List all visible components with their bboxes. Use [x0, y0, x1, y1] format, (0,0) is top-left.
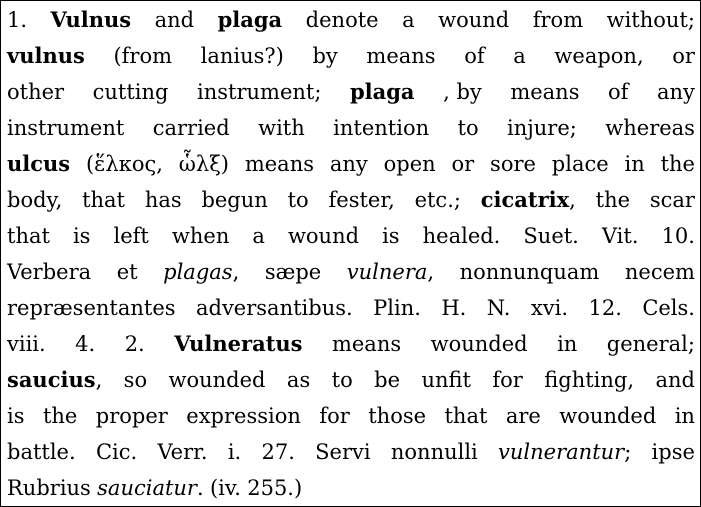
passage-word	[93, 74, 169, 110]
passage-word	[510, 74, 579, 110]
term-word: vulnus	[7, 43, 85, 68]
punctuation: ,	[427, 260, 435, 284]
passage-word	[145, 182, 182, 218]
passage-word	[7, 2, 27, 38]
passage-word	[7, 290, 176, 326]
term-word: saucius	[7, 367, 96, 392]
word: by	[456, 80, 482, 104]
word: in	[624, 152, 645, 176]
passage-line	[7, 182, 695, 218]
passage-word	[607, 2, 695, 38]
passage-word	[201, 38, 284, 74]
italic-word: plagas	[163, 260, 233, 284]
passage-word	[7, 38, 85, 74]
passage-word	[458, 110, 479, 146]
punctuation: ,	[443, 80, 457, 104]
word: the	[595, 188, 631, 212]
passage-word	[523, 218, 578, 254]
passage-word	[374, 362, 400, 398]
term-word: Vulneratus	[174, 331, 303, 356]
passage-word	[82, 182, 125, 218]
passage-word	[607, 326, 695, 362]
passage-word	[625, 254, 695, 290]
word: cutting	[92, 80, 169, 104]
passage-word	[675, 398, 695, 434]
passage-word	[306, 2, 379, 38]
passage-line	[7, 2, 695, 38]
word: to	[331, 368, 353, 392]
word: with	[258, 116, 305, 140]
word: 10.	[661, 224, 695, 248]
word: means	[366, 44, 436, 68]
word: sæpe	[264, 260, 322, 284]
word: denote	[305, 8, 379, 32]
passage-line	[7, 74, 695, 110]
passage-word	[114, 218, 149, 254]
passage-word	[197, 74, 321, 110]
word: of	[464, 44, 485, 68]
passage-word	[661, 146, 695, 182]
punctuation: ,	[569, 188, 576, 212]
passage-word	[315, 434, 370, 470]
passage-word	[672, 38, 695, 74]
word: (ἕλκος,	[85, 152, 163, 176]
punctuation: ;	[624, 440, 632, 464]
word: any	[657, 80, 695, 104]
word: so	[123, 368, 148, 392]
word: that	[444, 404, 488, 428]
passage-line	[7, 38, 695, 74]
word: a	[513, 44, 526, 68]
passage-word	[464, 38, 484, 74]
word: open	[383, 152, 436, 176]
word: unfit	[421, 368, 471, 392]
passage-word	[245, 146, 314, 182]
word: means	[331, 332, 402, 356]
passage-word	[43, 398, 77, 434]
passage-line	[7, 110, 695, 146]
passage-word	[588, 290, 621, 326]
passage-line	[7, 362, 695, 398]
passage-line	[7, 470, 695, 506]
passage-line	[7, 398, 695, 434]
word: is	[7, 404, 25, 428]
passage-word	[642, 290, 695, 326]
passage-word	[444, 398, 487, 434]
word: for	[319, 404, 350, 428]
word: 27.	[261, 440, 295, 464]
word: Cels.	[642, 296, 695, 320]
italic-word: sauciatur	[97, 476, 197, 500]
passage-word	[86, 146, 163, 182]
word: lanius?)	[200, 44, 284, 68]
passage-word	[460, 254, 600, 290]
word: N.	[486, 296, 511, 320]
word: place	[551, 152, 609, 176]
passage-word	[7, 254, 91, 290]
word: intention	[333, 116, 430, 140]
passage-word	[608, 74, 628, 110]
word: is	[72, 224, 91, 248]
passage-word	[73, 218, 91, 254]
word: (from	[113, 44, 172, 68]
passage-word	[155, 2, 195, 38]
word: that	[7, 224, 50, 248]
word: battle.	[7, 440, 76, 464]
word: is	[382, 224, 400, 248]
passage-word	[75, 326, 95, 362]
word: wounded	[559, 404, 657, 428]
word: 2.	[124, 332, 145, 356]
passage-word	[169, 362, 266, 398]
passage-word	[125, 326, 145, 362]
word: viii.	[7, 332, 46, 356]
passage-word	[97, 476, 204, 500]
passage-word	[552, 146, 609, 182]
passage-word	[210, 476, 241, 500]
passage-word	[124, 362, 147, 398]
word: wound	[287, 224, 360, 248]
word: proper	[95, 404, 168, 428]
passage-word	[492, 362, 522, 398]
passage-line	[7, 146, 695, 182]
passage-word	[172, 218, 229, 254]
passage-word	[625, 146, 645, 182]
word: be	[374, 368, 401, 392]
word: sore	[490, 152, 536, 176]
word: instrument	[7, 116, 125, 140]
passage-word	[179, 146, 229, 182]
passage-word	[7, 110, 124, 146]
passage-line	[7, 218, 695, 254]
word: expression	[186, 404, 301, 428]
word: whereas	[605, 116, 695, 140]
passage-word	[481, 182, 576, 218]
italic-word: vulnera	[346, 260, 428, 284]
word: nonnunquam	[459, 260, 600, 284]
passage-word	[332, 326, 401, 362]
word: any	[329, 152, 368, 176]
word: 255.)	[247, 476, 303, 500]
passage-word	[441, 290, 466, 326]
passage-word	[347, 254, 434, 290]
passage-word	[113, 38, 172, 74]
word: Cic.	[95, 440, 138, 464]
passage-word	[329, 182, 395, 218]
term-word: cicatrix	[480, 187, 570, 212]
passage-word	[265, 254, 321, 290]
word: carried	[152, 116, 230, 140]
passage-word	[602, 218, 639, 254]
word: Suet.	[523, 224, 579, 248]
passage-word	[605, 110, 695, 146]
word: from	[532, 8, 584, 32]
passage-line	[7, 290, 695, 326]
passage-word	[662, 218, 695, 254]
word: to	[457, 116, 479, 140]
passage-word	[252, 218, 265, 254]
passage-word	[415, 182, 461, 218]
italic-word: vulnerantur	[498, 440, 625, 464]
word: for	[492, 368, 523, 392]
word: when	[171, 224, 230, 248]
word: fighting,	[544, 368, 635, 392]
passage-word	[382, 218, 400, 254]
passage-word	[201, 182, 267, 218]
word: et	[116, 260, 138, 284]
word: instrument;	[197, 80, 322, 104]
word: nonnulli	[390, 440, 478, 464]
passage-word	[490, 146, 536, 182]
passage-word	[487, 290, 511, 326]
word: or	[451, 152, 475, 176]
word: xvi.	[530, 296, 569, 320]
word: healed.	[422, 224, 501, 248]
passage-word	[7, 398, 25, 434]
word: weapon,	[554, 44, 644, 68]
passage-word	[443, 74, 482, 110]
passage-word	[262, 434, 295, 470]
passage-word	[247, 476, 302, 500]
word: in	[674, 404, 695, 428]
word: (iv.	[209, 476, 241, 500]
passage-word	[554, 38, 643, 74]
word: of	[608, 80, 629, 104]
word: general;	[606, 332, 695, 356]
word: the	[660, 152, 695, 176]
word: in	[557, 332, 578, 356]
word: the	[42, 404, 78, 428]
word: by	[312, 44, 338, 68]
passage-word	[186, 398, 301, 434]
passage-word	[423, 218, 501, 254]
word: or	[672, 44, 695, 68]
passage-word	[51, 2, 132, 38]
passage-word	[373, 290, 421, 326]
passage-word	[384, 146, 436, 182]
passage-word	[452, 146, 475, 182]
passage-word	[7, 434, 76, 470]
passage-word	[652, 434, 695, 470]
passage-word	[368, 398, 426, 434]
word: Rubrius	[7, 476, 91, 500]
passage-line	[7, 434, 695, 470]
passage-word	[391, 434, 478, 470]
word: necem	[624, 260, 695, 284]
passage-word	[7, 74, 64, 110]
passage-word	[157, 434, 207, 470]
word: repræsentantes	[7, 296, 176, 320]
passage-word	[218, 2, 283, 38]
word: ὧλξ)	[178, 152, 229, 176]
word: 12.	[588, 296, 622, 320]
term-word: plaga	[217, 7, 283, 32]
word: left	[113, 224, 149, 248]
word: wounded	[168, 368, 266, 392]
word: as	[286, 368, 311, 392]
passage-text	[7, 2, 695, 506]
passage-line	[7, 326, 695, 362]
word: Servi	[315, 440, 371, 464]
passage-word	[288, 182, 309, 218]
passage-word	[655, 362, 695, 398]
word: scar	[649, 188, 695, 212]
passage-word	[544, 362, 634, 398]
punctuation: .	[196, 476, 204, 500]
word: Verr.	[157, 440, 208, 464]
passage-word	[196, 290, 353, 326]
passage-word	[7, 218, 50, 254]
passage-word	[7, 146, 70, 182]
word: body,	[7, 188, 63, 212]
passage-line	[7, 254, 695, 290]
passage-word	[333, 110, 429, 146]
passage-word	[431, 326, 528, 362]
word: Verbera	[7, 260, 92, 284]
term-word: ulcus	[7, 151, 71, 176]
word: and	[154, 8, 195, 32]
punctuation: ,	[232, 260, 240, 284]
word: a	[402, 8, 415, 32]
passage-word	[287, 362, 310, 398]
word: without;	[606, 8, 695, 32]
passage-word	[153, 110, 230, 146]
word: those	[368, 404, 427, 428]
passage-word	[7, 182, 62, 218]
passage-word	[7, 326, 46, 362]
word: has	[144, 188, 182, 212]
word: ipse	[651, 440, 695, 464]
passage-word	[7, 476, 91, 500]
word: H.	[441, 296, 467, 320]
word: to	[287, 188, 309, 212]
word: means	[510, 80, 580, 104]
word: begun	[201, 188, 268, 212]
passage-word	[498, 434, 631, 470]
passage-word	[258, 110, 305, 146]
word: Plin.	[373, 296, 421, 320]
passage-word	[163, 254, 239, 290]
passage-word	[513, 38, 526, 74]
term-word: plaga	[349, 79, 415, 104]
punctuation: ,	[95, 368, 103, 392]
word: 4.	[75, 332, 96, 356]
word: injure;	[507, 116, 577, 140]
word: 1.	[7, 8, 28, 32]
passage-word	[533, 2, 583, 38]
passage-word	[319, 398, 349, 434]
word: a	[252, 224, 265, 248]
word: etc.;	[414, 188, 461, 212]
word: means	[244, 152, 315, 176]
word: other	[7, 80, 65, 104]
passage-word	[657, 74, 695, 110]
passage-word	[96, 434, 137, 470]
word: Vit.	[601, 224, 639, 248]
passage-word	[531, 290, 568, 326]
passage-word	[96, 398, 168, 434]
passage-word	[402, 2, 415, 38]
passage-word	[288, 218, 359, 254]
word: wounded	[430, 332, 528, 356]
passage-word	[366, 38, 435, 74]
passage-word	[312, 38, 337, 74]
passage-word	[559, 398, 656, 434]
passage-word	[350, 74, 415, 110]
passage-word	[506, 398, 541, 434]
word: that	[82, 188, 126, 212]
passage-word	[174, 326, 302, 362]
passage-word	[507, 110, 577, 146]
word: and	[655, 368, 695, 392]
passage-word	[330, 146, 368, 182]
passage-word	[438, 2, 509, 38]
passage-word	[332, 362, 353, 398]
word: are	[505, 404, 541, 428]
passage-word	[228, 434, 241, 470]
passage-word	[557, 326, 577, 362]
term-word: Vulnus	[50, 7, 132, 32]
word: wound	[438, 8, 510, 32]
passage-word	[596, 182, 630, 218]
passage-word	[7, 362, 102, 398]
passage-word	[117, 254, 138, 290]
word: i.	[227, 440, 242, 464]
passage-word	[650, 182, 695, 218]
word: fester,	[328, 188, 395, 212]
word: adversantibus.	[195, 296, 353, 320]
passage-word	[421, 362, 471, 398]
